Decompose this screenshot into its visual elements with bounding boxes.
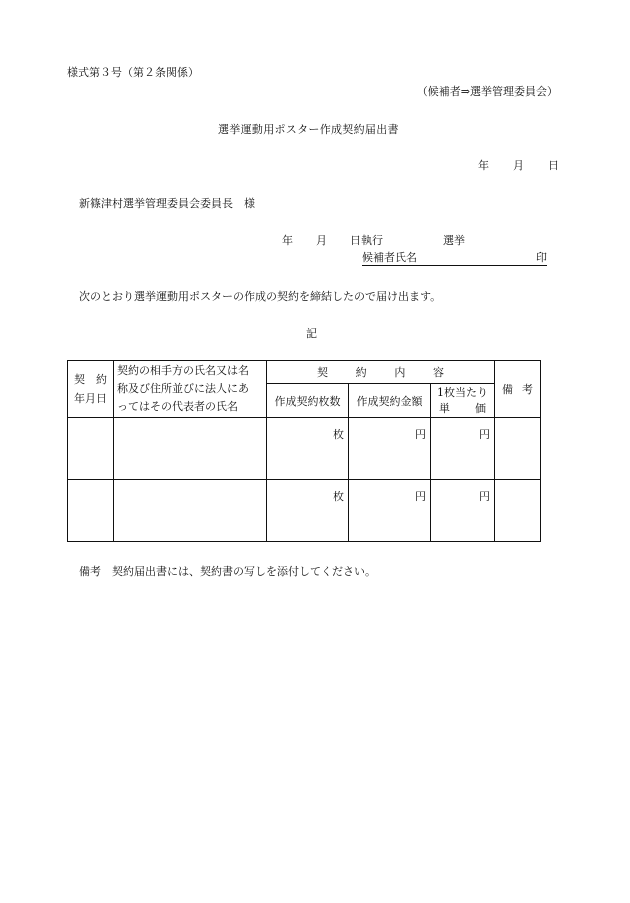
table-header-row-1	[68, 361, 541, 384]
date-day: 日	[548, 159, 559, 172]
table-row	[68, 480, 541, 542]
count-unit: 枚	[333, 490, 344, 503]
header-unit-price-char2: 価	[475, 401, 487, 415]
candidate-name-field	[362, 252, 547, 266]
header-contract-date-line1: 契 約	[74, 373, 107, 386]
cell-contract-date[interactable]	[68, 480, 114, 542]
cell-counterparty[interactable]	[114, 418, 267, 480]
header-unit-price-char1: 単	[439, 401, 450, 415]
header-unit-price	[431, 384, 495, 418]
header-counterparty-line2: 称及び住所並びに法人にあ	[117, 382, 249, 395]
header-details-char4: 容	[433, 366, 445, 379]
header-details-char2: 約	[355, 366, 367, 379]
cell-remarks[interactable]	[495, 480, 541, 542]
candidate-name-label: 候補者氏名	[362, 251, 417, 264]
document-title: 選挙運動用ポスター作成契約届出書	[218, 123, 399, 136]
amount-unit: 円	[415, 428, 426, 441]
ki-mark: 記	[306, 327, 317, 340]
cell-contract-date[interactable]	[68, 418, 114, 480]
header-counterparty-line3: ってはその代表者の氏名	[117, 400, 238, 413]
header-remarks-char2: 考	[522, 383, 534, 396]
header-unit-price-line2	[431, 401, 494, 417]
header-remarks	[495, 361, 541, 418]
seal-mark: 印	[536, 251, 547, 264]
election-day-exec: 日執行	[350, 234, 383, 247]
header-contract-details	[267, 361, 495, 384]
contract-table	[67, 360, 541, 542]
header-details-char3: 内	[394, 366, 406, 379]
cell-amount[interactable]	[349, 480, 431, 542]
election-year: 年	[282, 234, 293, 247]
cell-amount[interactable]	[349, 418, 431, 480]
count-unit: 枚	[333, 428, 344, 441]
submission-direction: （候補者⇒選挙管理委員会）	[416, 85, 558, 98]
cell-unit-price[interactable]	[431, 480, 495, 542]
header-counterparty	[114, 361, 267, 418]
amount-unit: 円	[415, 490, 426, 503]
statement: 次のとおり選挙運動用ポスターの作成の契約を締結したので届け出ます。	[79, 290, 442, 303]
cell-remarks[interactable]	[495, 418, 541, 480]
table-row	[68, 418, 541, 480]
unit-price-unit: 円	[479, 490, 491, 503]
cell-count[interactable]	[267, 418, 349, 480]
date-month: 月	[513, 159, 524, 172]
cell-count[interactable]	[267, 480, 349, 542]
header-contract-date	[68, 361, 114, 418]
cell-unit-price[interactable]	[431, 418, 495, 480]
form-number: 様式第３号（第２条関係）	[67, 66, 199, 79]
header-remarks-char1: 備	[502, 383, 514, 396]
date-year: 年	[478, 159, 489, 172]
header-contract-date-line2: 年月日	[74, 392, 107, 405]
header-unit-price-line1: 1枚当たり	[437, 385, 488, 399]
header-amount: 作成契約金額	[349, 384, 431, 418]
addressee: 新篠津村選挙管理委員会委員長 様	[79, 197, 255, 210]
election-month: 月	[316, 234, 327, 247]
election-type: 選挙	[443, 234, 465, 247]
header-counterparty-line1: 契約の相手方の氏名又は名	[117, 364, 249, 377]
unit-price-unit: 円	[479, 428, 491, 441]
header-count: 作成契約枚数	[267, 384, 349, 418]
header-details-char1: 契	[317, 366, 328, 379]
cell-counterparty[interactable]	[114, 480, 267, 542]
footnote: 備考 契約届出書には、契約書の写しを添付してください。	[79, 565, 376, 578]
